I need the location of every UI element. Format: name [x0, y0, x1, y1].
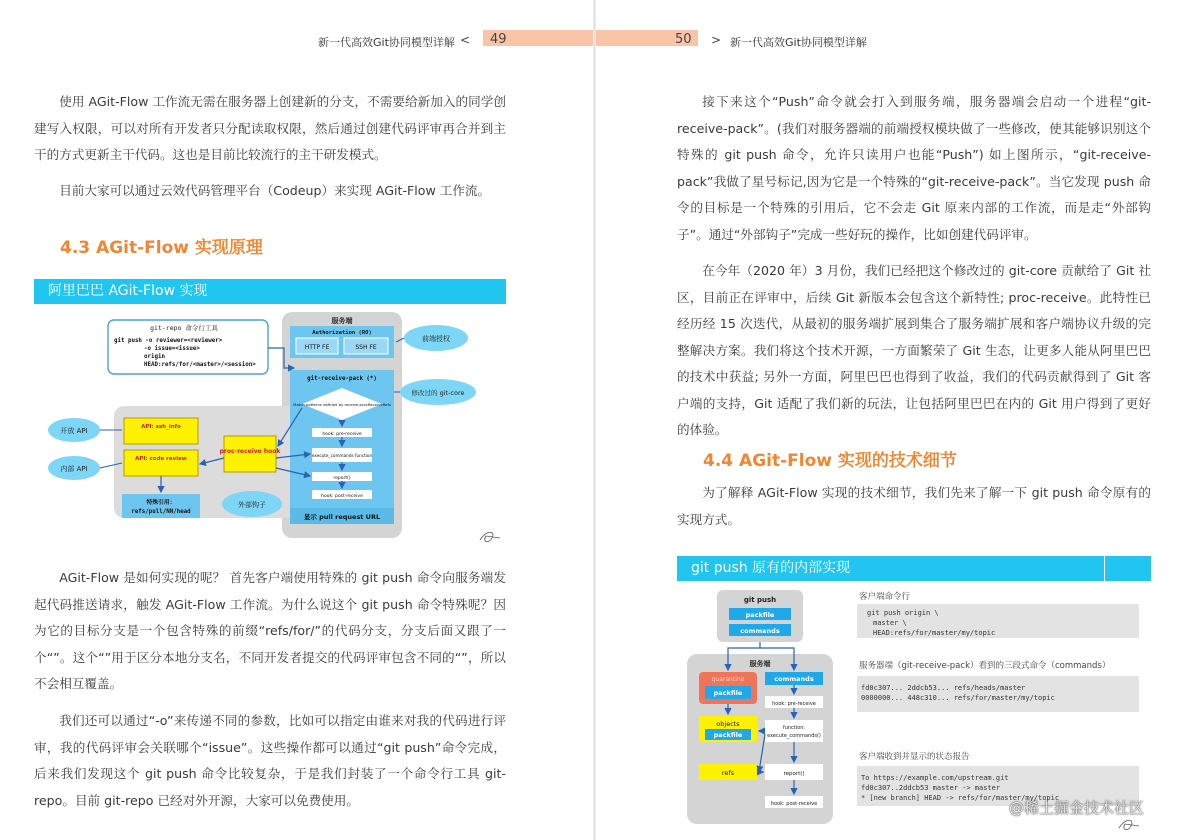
- show-url-label: 显示 pull request URL: [303, 513, 381, 521]
- server-commands-label: commands: [774, 675, 814, 683]
- quarantine-label: quarantine: [711, 676, 745, 683]
- server-title: 服务端: [331, 317, 353, 325]
- tool-line-1: git push -o reviewer=<reviewer>: [114, 338, 223, 344]
- tool-box-title: git-repo 命令行工具: [150, 324, 218, 332]
- hook-pre-label-right: hook: pre-receive: [772, 701, 816, 707]
- match-text: Match patterns defined by receive.procReceiveRefs: [293, 402, 391, 407]
- api-code-review-label: API: code review: [135, 456, 187, 462]
- banner-divider: [1104, 556, 1105, 581]
- objects-packfile-label: packfile: [713, 731, 743, 739]
- agit-flow-diagram-svg: [34, 308, 506, 548]
- git-push-label: git push: [743, 596, 777, 604]
- left-header-title: 新一代高效Git协同模型详解: [318, 36, 455, 49]
- watermark: @稀土掘金技术社区: [1009, 799, 1145, 817]
- figure-banner-left: 阿里巴巴 AGit-Flow 实现: [34, 279, 506, 304]
- modified-core-label: 修改过的 git-core: [411, 389, 465, 397]
- server-packfile-label: packfile: [713, 689, 743, 697]
- client-packfile-label: packfile: [745, 611, 775, 619]
- client-cmd-line-2: master \: [873, 619, 907, 627]
- refs-label: refs: [721, 769, 735, 777]
- server-line-1: fd0c307... 2ddcb53... refs/heads/master: [861, 684, 1026, 692]
- status-line-2: fd0c307..2ddcb53 master -> master: [861, 784, 1001, 792]
- hook-post-label-right: hook: post-receive: [770, 801, 818, 807]
- function-label: function:: [782, 725, 806, 731]
- right-paragraph-3: 为了解释 AGit-Flow 实现的技术细节，我们先来了解一下 git push 命令原有的实现方式。: [677, 485, 1151, 527]
- open-api-label: 开放 API: [60, 427, 88, 435]
- agit-flow-diagram: [34, 308, 506, 548]
- status-caption: 客户端收到并显示的状态报告: [859, 752, 970, 762]
- section-title-4-4: 4.4 AGit-Flow 实现的技术细节: [703, 451, 957, 471]
- hook-post-label: hook: post-receive: [321, 494, 363, 499]
- signature-mark: [480, 532, 500, 541]
- report-label-right: report(): [783, 771, 805, 777]
- server-title-right: 服务端: [749, 660, 771, 668]
- api-ssh-info-label: API: ssh_info: [141, 424, 181, 430]
- execute-label-right: execute_commands(): [767, 733, 821, 739]
- special-refs-title: 特殊引用：: [146, 500, 176, 506]
- right-page-number: 50: [675, 32, 692, 47]
- figure-banner-right: git push 原有的内部实现: [677, 556, 1151, 581]
- status-line-3: * [new branch] HEAD -> refs/for/master/my/topic: [861, 794, 1060, 802]
- tool-line-4: HEAD:refs/for/<master>/<session>: [144, 362, 256, 368]
- authorization-label: Authorization (RO): [312, 330, 372, 336]
- api-ssh-info-box: [124, 418, 198, 444]
- left-header-arrow: <: [460, 33, 471, 47]
- left-paragraph-3: AGit-Flow 是如何实现的呢？ 首先客户端使用特殊的 git push 命令向服务端发起代码推送请求，触发 AGit-Flow 工作流。为什么说这个 git push 命令特殊呢？因为它的目标分支是一个包含特殊的前缀“refs/for/”的代码分支，分支后面又跟了一个“”。这个“”用于区分本地分支名，不同开发者提交的代码评审包含不同的“”，所以不会相互覆盖。: [34, 570, 506, 691]
- report-label: report(): [333, 476, 351, 481]
- right-paragraph-2: 在今年（2020 年）3 月份，我们已经把这个修改过的 git-core 贡献给了 Git 社区，目前正在评审中，后续 Git 新版本会包含这个新特性; proc-receive。此特性已经历经 15 次迭代，从最初的服务端扩展到集合了服务端扩展和客户端协议升级的完整解决方案。我们将这个技术开源，一方面繁荣了 Git 生态，让更多人能从阿里巴巴的技术中获益; 另外一方面，阿里巴巴也得到了收益，我们的代码贡献得到了 Git 客户端的支持，Git 适配了我们新的玩法，让包括阿里巴巴在内的 Git 用户得到了更好的体验。: [677, 263, 1151, 437]
- special-refs-value: refs/pull/NN/head: [131, 509, 191, 515]
- client-cmd-line-1: git push origin \: [867, 609, 939, 617]
- receive-pack-label: git-receive-pack (*): [307, 376, 377, 382]
- http-fe-label: HTTP FE: [304, 344, 330, 351]
- signature-mark-right: [1119, 820, 1139, 829]
- left-paragraph-1: 使用 AGit-Flow 工作流无需在服务器上创建新的分支，不需要给新加入的同学创建写入权限，可以对所有开发者只分配读取权限，然后通过创建代码评审再合并到主干的方式更新主干代码。这也是目前比较流行的主干研发模式。: [34, 94, 506, 162]
- objects-label: objects: [716, 720, 740, 728]
- right-header-arrow: >: [711, 33, 722, 47]
- hook-pre-label: hook: pre-receive: [322, 432, 362, 437]
- server-caption: 服务器端（git-receive-pack）看到的三段式命令（commands）: [859, 661, 1111, 671]
- left-page-number: 49: [490, 32, 507, 47]
- left-paragraph-4: 我们还可以通过“-o”来传递不同的参数，比如可以指定由谁来对我的代码进行评审，我的代码评审会关联哪个“issue”。这些操作都可以通过“git push”命令完成，后来我们发现这个 git push 命令比较复杂，于是我们封装了一个命令行工具 git-repo。目前 git-repo 已经对外开源，大家可以免费使用。: [34, 713, 506, 808]
- frontend-auth-label: 前端授权: [422, 335, 450, 343]
- internal-api-label: 内部 API: [60, 465, 88, 473]
- right-header-title: 新一代高效Git协同模型详解: [730, 36, 867, 49]
- tool-line-3: origin: [144, 354, 165, 360]
- right-paragraph-1: 接下来这个“Push”命令就会打入到服务端，服务器端会启动一个进程“git-receive-pack”。(我们对服务器端的前端授权模块做了一些修改，使其能够识别这个特殊的 git push 命令，允许只读用户也能“Push”) 如上图所示，“git-receive-pack”我做了星号标记,因为它是一个特殊的“git-receive-pack”。当它发现 push 命令的目标是一个特殊的引用后，它不会走 Git 原来内部的工作流，而是走“外部钩子”。通过“外部钩子”完成一些好玩的操作，比如创建代码评审。: [677, 94, 1151, 242]
- server-line-2: 0000000... 448c310... refs/for/master/my/topic: [861, 694, 1055, 702]
- client-cmd-line-3: HEAD:refs/for/master/my/topic: [873, 629, 996, 637]
- execute-commands-label: execute_commands function: [311, 453, 373, 458]
- right-page: [596, 0, 1193, 840]
- section-title-4-3: 4.3 AGit-Flow 实现原理: [60, 238, 263, 258]
- left-paragraph-2: 目前大家可以通过云效代码管理平台（Codeup）来实现 AGit-Flow 工作流。: [59, 183, 491, 198]
- left-page: [0, 0, 594, 840]
- external-hook-label: 外部钩子: [238, 501, 266, 509]
- tool-line-2: -o issue=<issue>: [144, 346, 200, 352]
- status-line-1: To https://example.com/upstream.git: [861, 774, 1009, 782]
- client-commands-label: commands: [740, 627, 780, 635]
- client-cmd-caption: 客户端命令行: [859, 592, 911, 602]
- api-code-review-box: [124, 450, 198, 476]
- ssh-fe-label: SSH FE: [355, 344, 377, 351]
- proc-receive-hook-label: proc-receive hook: [219, 448, 281, 455]
